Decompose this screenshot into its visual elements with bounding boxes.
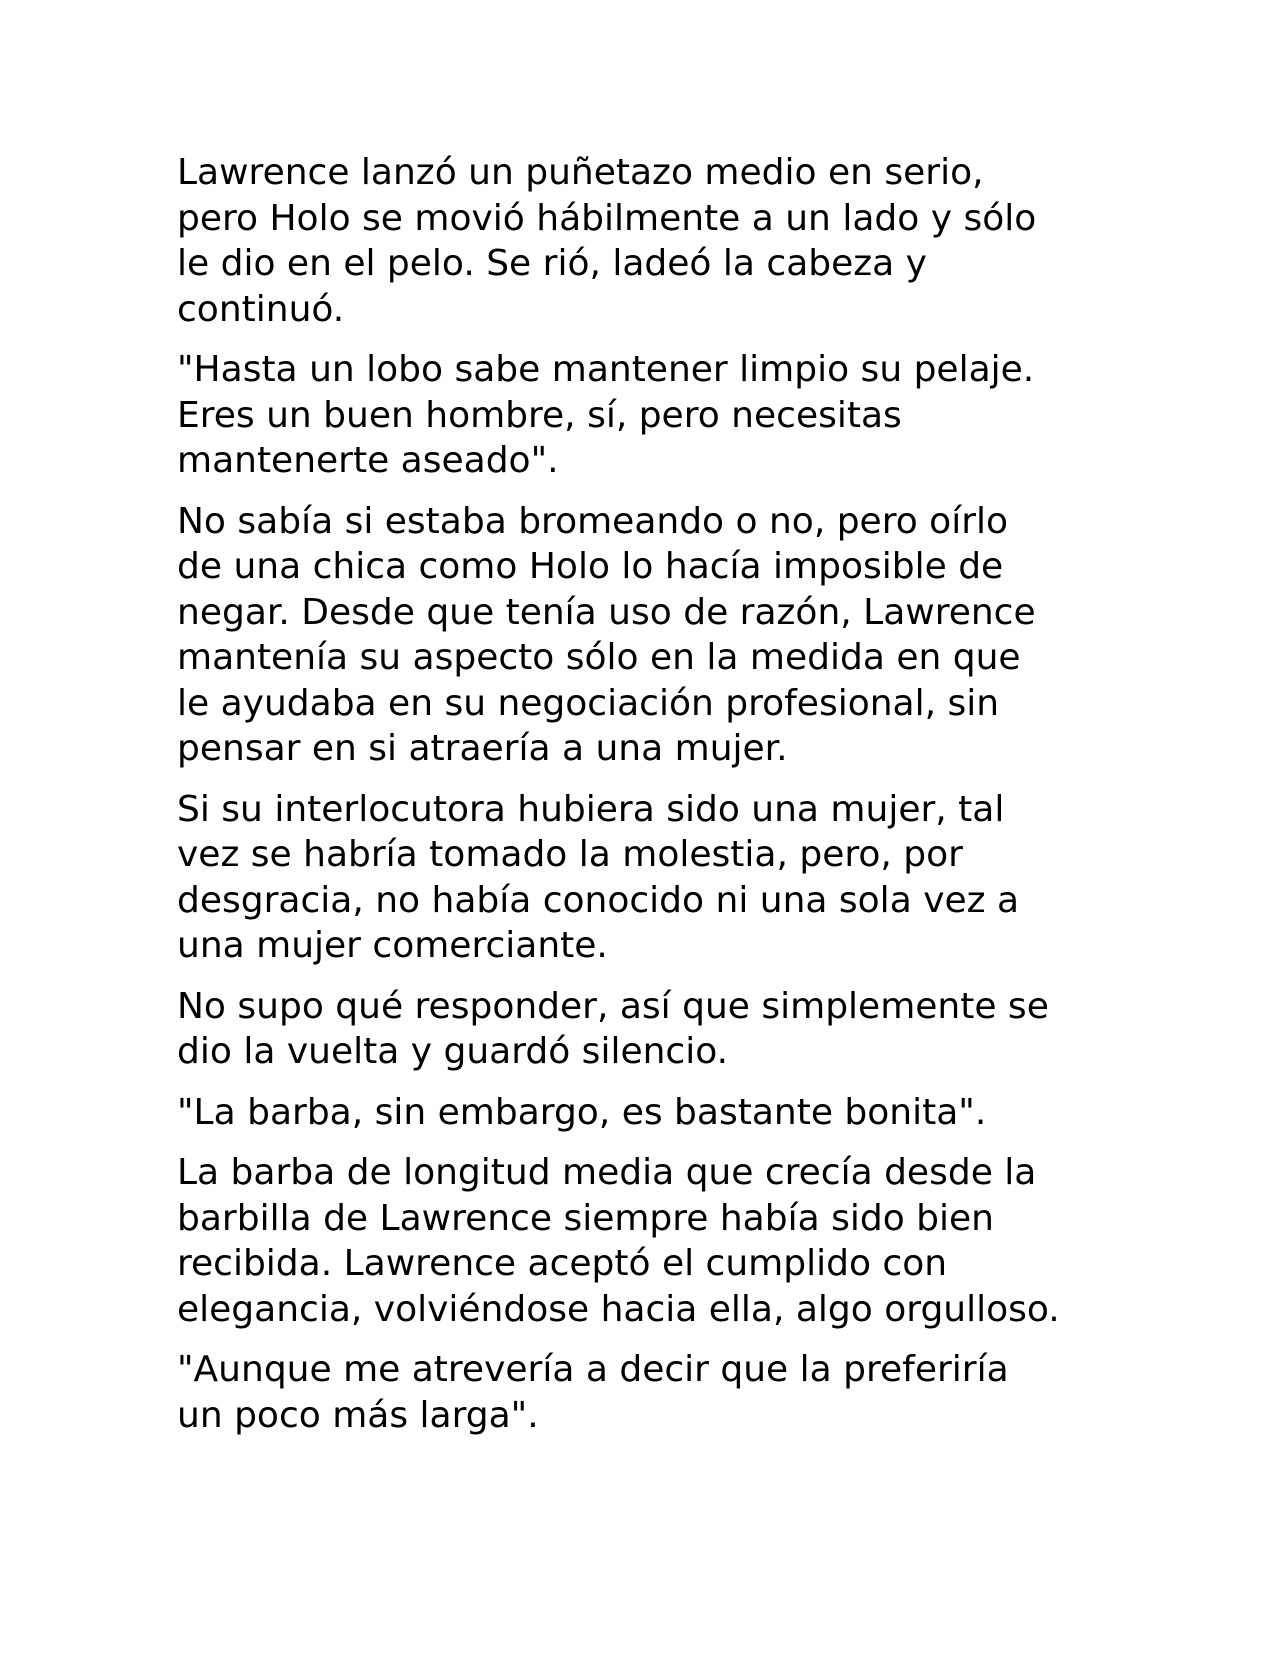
text-line: recibida. Lawrence aceptó el cumplido con: [177, 1243, 948, 1284]
text-line: Si su interlocutora hubiera sido una mujer, tal: [177, 788, 1005, 830]
text-line: pensar en si atraería a una mujer.: [177, 728, 788, 769]
paragraph-1: [177, 150, 1137, 332]
text-line: continuó.: [177, 288, 345, 330]
paragraph-8: [177, 1347, 1137, 1438]
text-line: una mujer comerciante.: [177, 925, 608, 966]
text-line: mantenerte aseado".: [177, 440, 559, 481]
text-line: "La barba, sin embargo, es bastante bonita".: [177, 1091, 987, 1133]
paragraph-2: [177, 347, 1137, 484]
text-line: Lawrence lanzó un puñetazo medio en serio,: [177, 152, 984, 193]
text-line: "Hasta un lobo sabe mantener limpio su pelaje.: [177, 349, 1035, 390]
text-line: de una chica como Holo lo hacía imposible de: [177, 546, 1004, 587]
document-page: [177, 150, 1137, 1453]
text-line: pero Holo se movió hábilmente a un lado y sólo: [177, 197, 1037, 239]
paragraph-3: [177, 499, 1137, 772]
text-line: No supo qué responder, así que simplemente se: [177, 985, 1049, 1027]
text-line: mantenía su aspecto sólo en la medida en que: [177, 637, 1021, 678]
text-line: negar. Desde que tenía uso de razón, Lawrence: [177, 591, 1036, 633]
paragraph-7: [177, 1150, 1137, 1332]
paragraph-4: [177, 787, 1137, 969]
text-line: vez se habría tomado la molestia, pero, por: [177, 834, 963, 875]
text-line: barbilla de Lawrence siempre había sido bien: [177, 1197, 994, 1239]
text-line: un poco más larga".: [177, 1394, 539, 1436]
text-line: dio la vuelta y guardó silencio.: [177, 1031, 729, 1072]
text-line: elegancia, volviéndose hacia ella, algo orgulloso.: [177, 1288, 1060, 1330]
paragraph-5: [177, 984, 1137, 1075]
text-line: La barba de longitud media que crecía desde la: [177, 1152, 1037, 1193]
text-line: desgracia, no había conocido ni una sola vez a: [177, 879, 1020, 921]
paragraph-6: [177, 1090, 1137, 1136]
text-line: Eres un buen hombre, sí, pero necesitas: [177, 394, 902, 436]
text-line: "Aunque me atrevería a decir que la preferiría: [177, 1349, 1009, 1390]
text-line: le ayudaba en su negociación profesional, sin: [177, 682, 1000, 724]
text-line: No sabía si estaba bromeando o no, pero oírlo: [177, 500, 1009, 542]
text-line: le dio en el pelo. Se rió, ladeó la cabeza y: [177, 243, 927, 284]
